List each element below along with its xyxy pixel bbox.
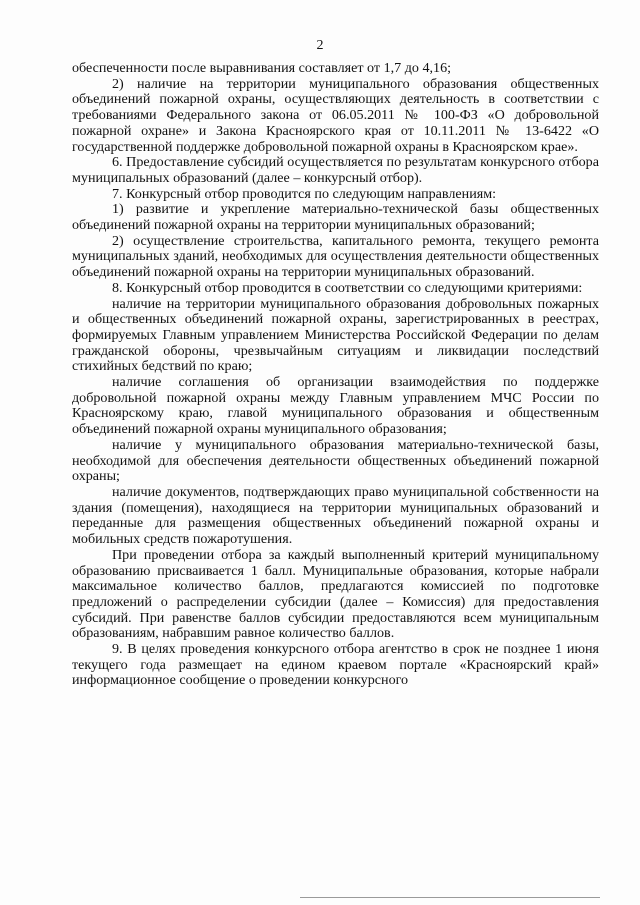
criterion-volunteers: наличие на территории муниципального образования добровольных пожарных и общественных объединений пожарной охраны, зарегистрированных в реестрах, формируемых Главным управлением Министерства Российской Федерации по делам гражданской обороны, чрезвычайным ситуациям и ликвидации последствий стихийных бедствий по краю;: [72, 295, 599, 375]
criterion-agreement: наличие соглашения об организации взаимодействия по поддержке добровольной пожарной охраны между Главным управлением МЧС России по Красноярскому краю, главой муниципального образования и общественным объединений пожарной охраны муниципального образования;: [72, 374, 599, 438]
paragraph-7-item-1: 1) развитие и укрепление материально-технической базы общественных объединений пожарной охраны на территории муниципальных образований;: [72, 201, 599, 234]
page-number: 2: [316, 38, 324, 53]
criterion-material-base: наличие у муниципального образования материально-технической базы, необходимой для обеспечения деятельности общественных объединений пожарной охраны;: [72, 436, 599, 485]
paragraph-9: 9. В целях проведения конкурсного отбора агентство в срок не позднее 1 июня текущего года размещает на едином краевом портале «Красноярский край» информационное сообщение о проведении конкурсного: [72, 641, 599, 689]
bottom-scan-line: [300, 897, 600, 898]
paragraph-item-2: 2) наличие на территории муниципального образования общественных объединений пожарной охраны, осуществляющих деятельность в соответствии с требованиями Федерального закона от 06.05.2011 № 100-ФЗ «О добровольной пожарной охране» и Закона Красноярского края от 10.11.2011 № 13-6422 «О государственной поддержке добровольной пожарной охраны в Красноярском крае».: [72, 75, 599, 155]
scoring-paragraph: При проведении отбора за каждый выполненный критерий муниципальному образованию присваивается 1 балл. Муниципальные образования, которые набрали максимальное количество баллов, предлагаются комиссией по подготовке предложений о распределении субсидии (далее – Комиссия) для предоставления субсидий. При равенстве баллов субсидии предоставляются всем муниципальным образованиям, набравшим равное количество баллов.: [72, 546, 599, 642]
paragraph-continuation: обеспеченности после выравнивания составляет от 1,7 до 4,16;: [72, 60, 452, 76]
paragraph-7: 7. Конкурсный отбор проводится по следующим направлениям:: [112, 185, 497, 202]
paragraph-7-item-2: 2) осуществление строительства, капитального ремонта, текущего ремонта муниципальных зданий, необходимых для осуществления деятельности общественных объединений пожарной охраны на территории муниципальных образований.: [72, 232, 599, 281]
paragraph-6: 6. Предоставление субсидий осуществляется по результатам конкурсного отбора муниципальных образований (далее – конкурсный отбор).: [72, 154, 599, 186]
criterion-documents: наличие документов, подтверждающих право муниципальной собственности на здания (помещения), находящиеся на территории муниципальных образований и переданные для размещения общественных объединений пожарной охраны и мобильных средств пожаротушения.: [72, 483, 599, 548]
document-body: [72, 61, 599, 689]
paragraph-8: 8. Конкурсный отбор проводится в соответствии со следующими критериями:: [112, 279, 583, 296]
